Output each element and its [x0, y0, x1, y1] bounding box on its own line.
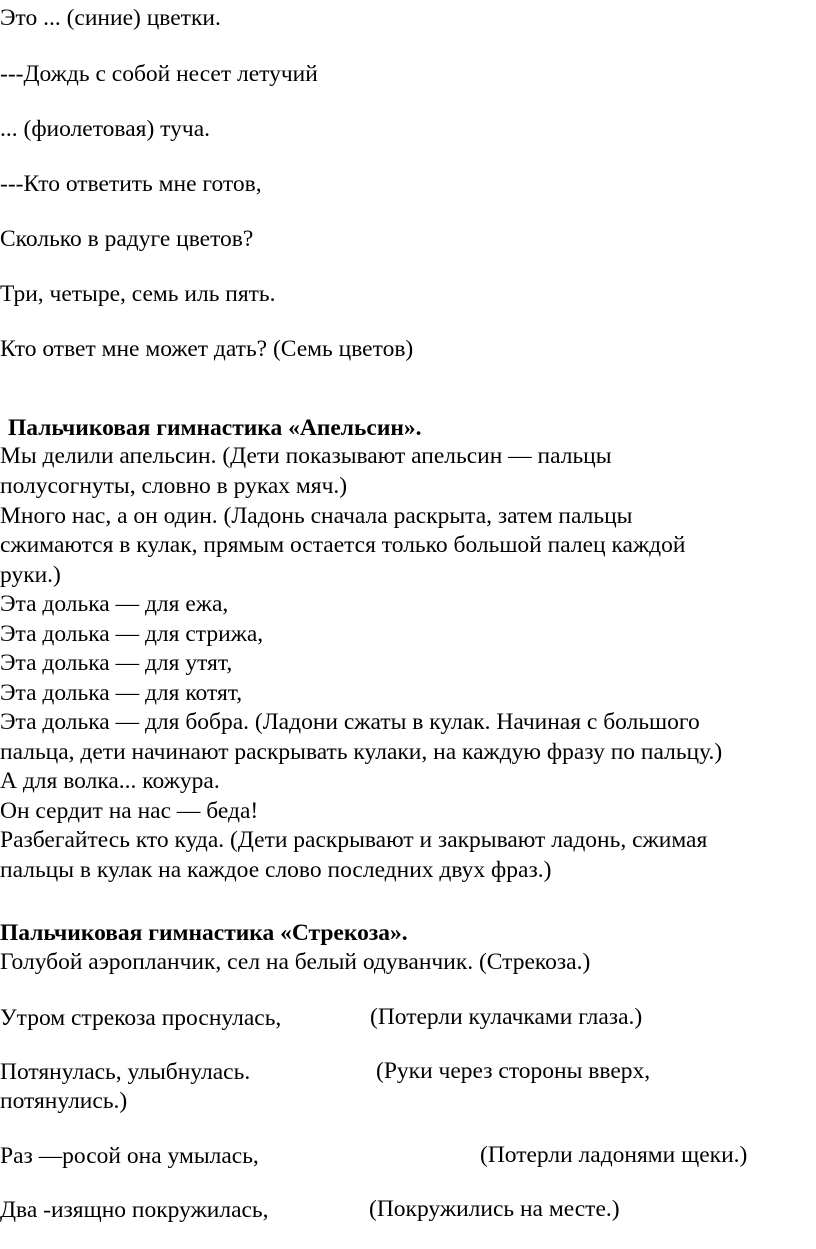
poem-line: ---Дождь с собой несет летучий: [0, 61, 318, 87]
action-text: (Покружились на месте.): [369, 1196, 620, 1222]
verse-line: Потянулась, улыбнулась.: [0, 1059, 251, 1085]
text-line: пальца, дети начинают раскрывать кулаки, на каждую фразу по пальцу.): [0, 739, 723, 765]
text-line: Эта долька — для котят,: [0, 680, 243, 706]
action-text: (Руки через стороны вверх,: [376, 1058, 651, 1084]
intro-line: Голубой аэропланчик, сел на белый одуванчик. (Стрекоза.): [0, 949, 591, 975]
text-line: Он сердит на нас — беда!: [0, 798, 259, 824]
text-line: Эта долька — для бобра. (Ладони сжаты в кулак. Начиная с большого: [0, 709, 700, 735]
action-text-continuation: потянулись.): [0, 1088, 128, 1114]
text-line: сжимаются в кулак, прямым остается только большой палец каждой: [0, 532, 686, 558]
poem-line: Это ... (синие) цветки.: [0, 5, 221, 31]
verse-line: Два -изящно покружилась,: [0, 1197, 269, 1223]
text-line: Разбегайтесь кто куда. (Дети раскрывают и закрывают ладонь, сжимая: [0, 827, 708, 853]
text-line: пальцы в кулак на каждое слово последних двух фраз.): [0, 857, 552, 883]
text-line: полусогнуты, словно в руках мяч.): [0, 473, 348, 499]
text-line: Эта долька — для стрижа,: [0, 621, 264, 647]
text-line: Мы делили апельсин. (Дети показывают апельсин — пальцы: [0, 443, 612, 469]
poem-line: Кто ответ мне может дать? (Семь цветов): [0, 336, 414, 362]
section-title: Пальчиковая гимнастика «Стрекоза».: [0, 920, 408, 946]
poem-line: Сколько в радуге цветов?: [0, 226, 254, 252]
action-text: (Потерли кулачками глаза.): [370, 1004, 643, 1030]
poem-line: ---Кто ответить мне готов,: [0, 171, 262, 197]
action-text: (Потерли ладонями щеки.): [480, 1142, 748, 1168]
verse-line: Утром стрекоза проснулась,: [0, 1005, 282, 1031]
verse-line: Раз —росой она умылась,: [0, 1143, 259, 1169]
text-line: Эта долька — для ежа,: [0, 591, 229, 617]
text-line: Много нас, а он один. (Ладонь сначала раскрыта, затем пальцы: [0, 503, 633, 529]
text-line: А для волка... кожура.: [0, 768, 220, 794]
poem-line: ... (фиолетовая) туча.: [0, 116, 210, 142]
text-line: руки.): [0, 562, 61, 588]
section-title: Пальчиковая гимнастика «Апельсин».: [8, 415, 422, 441]
poem-line: Три, четыре, семь иль пять.: [0, 281, 276, 307]
text-line: Эта долька — для утят,: [0, 650, 233, 676]
